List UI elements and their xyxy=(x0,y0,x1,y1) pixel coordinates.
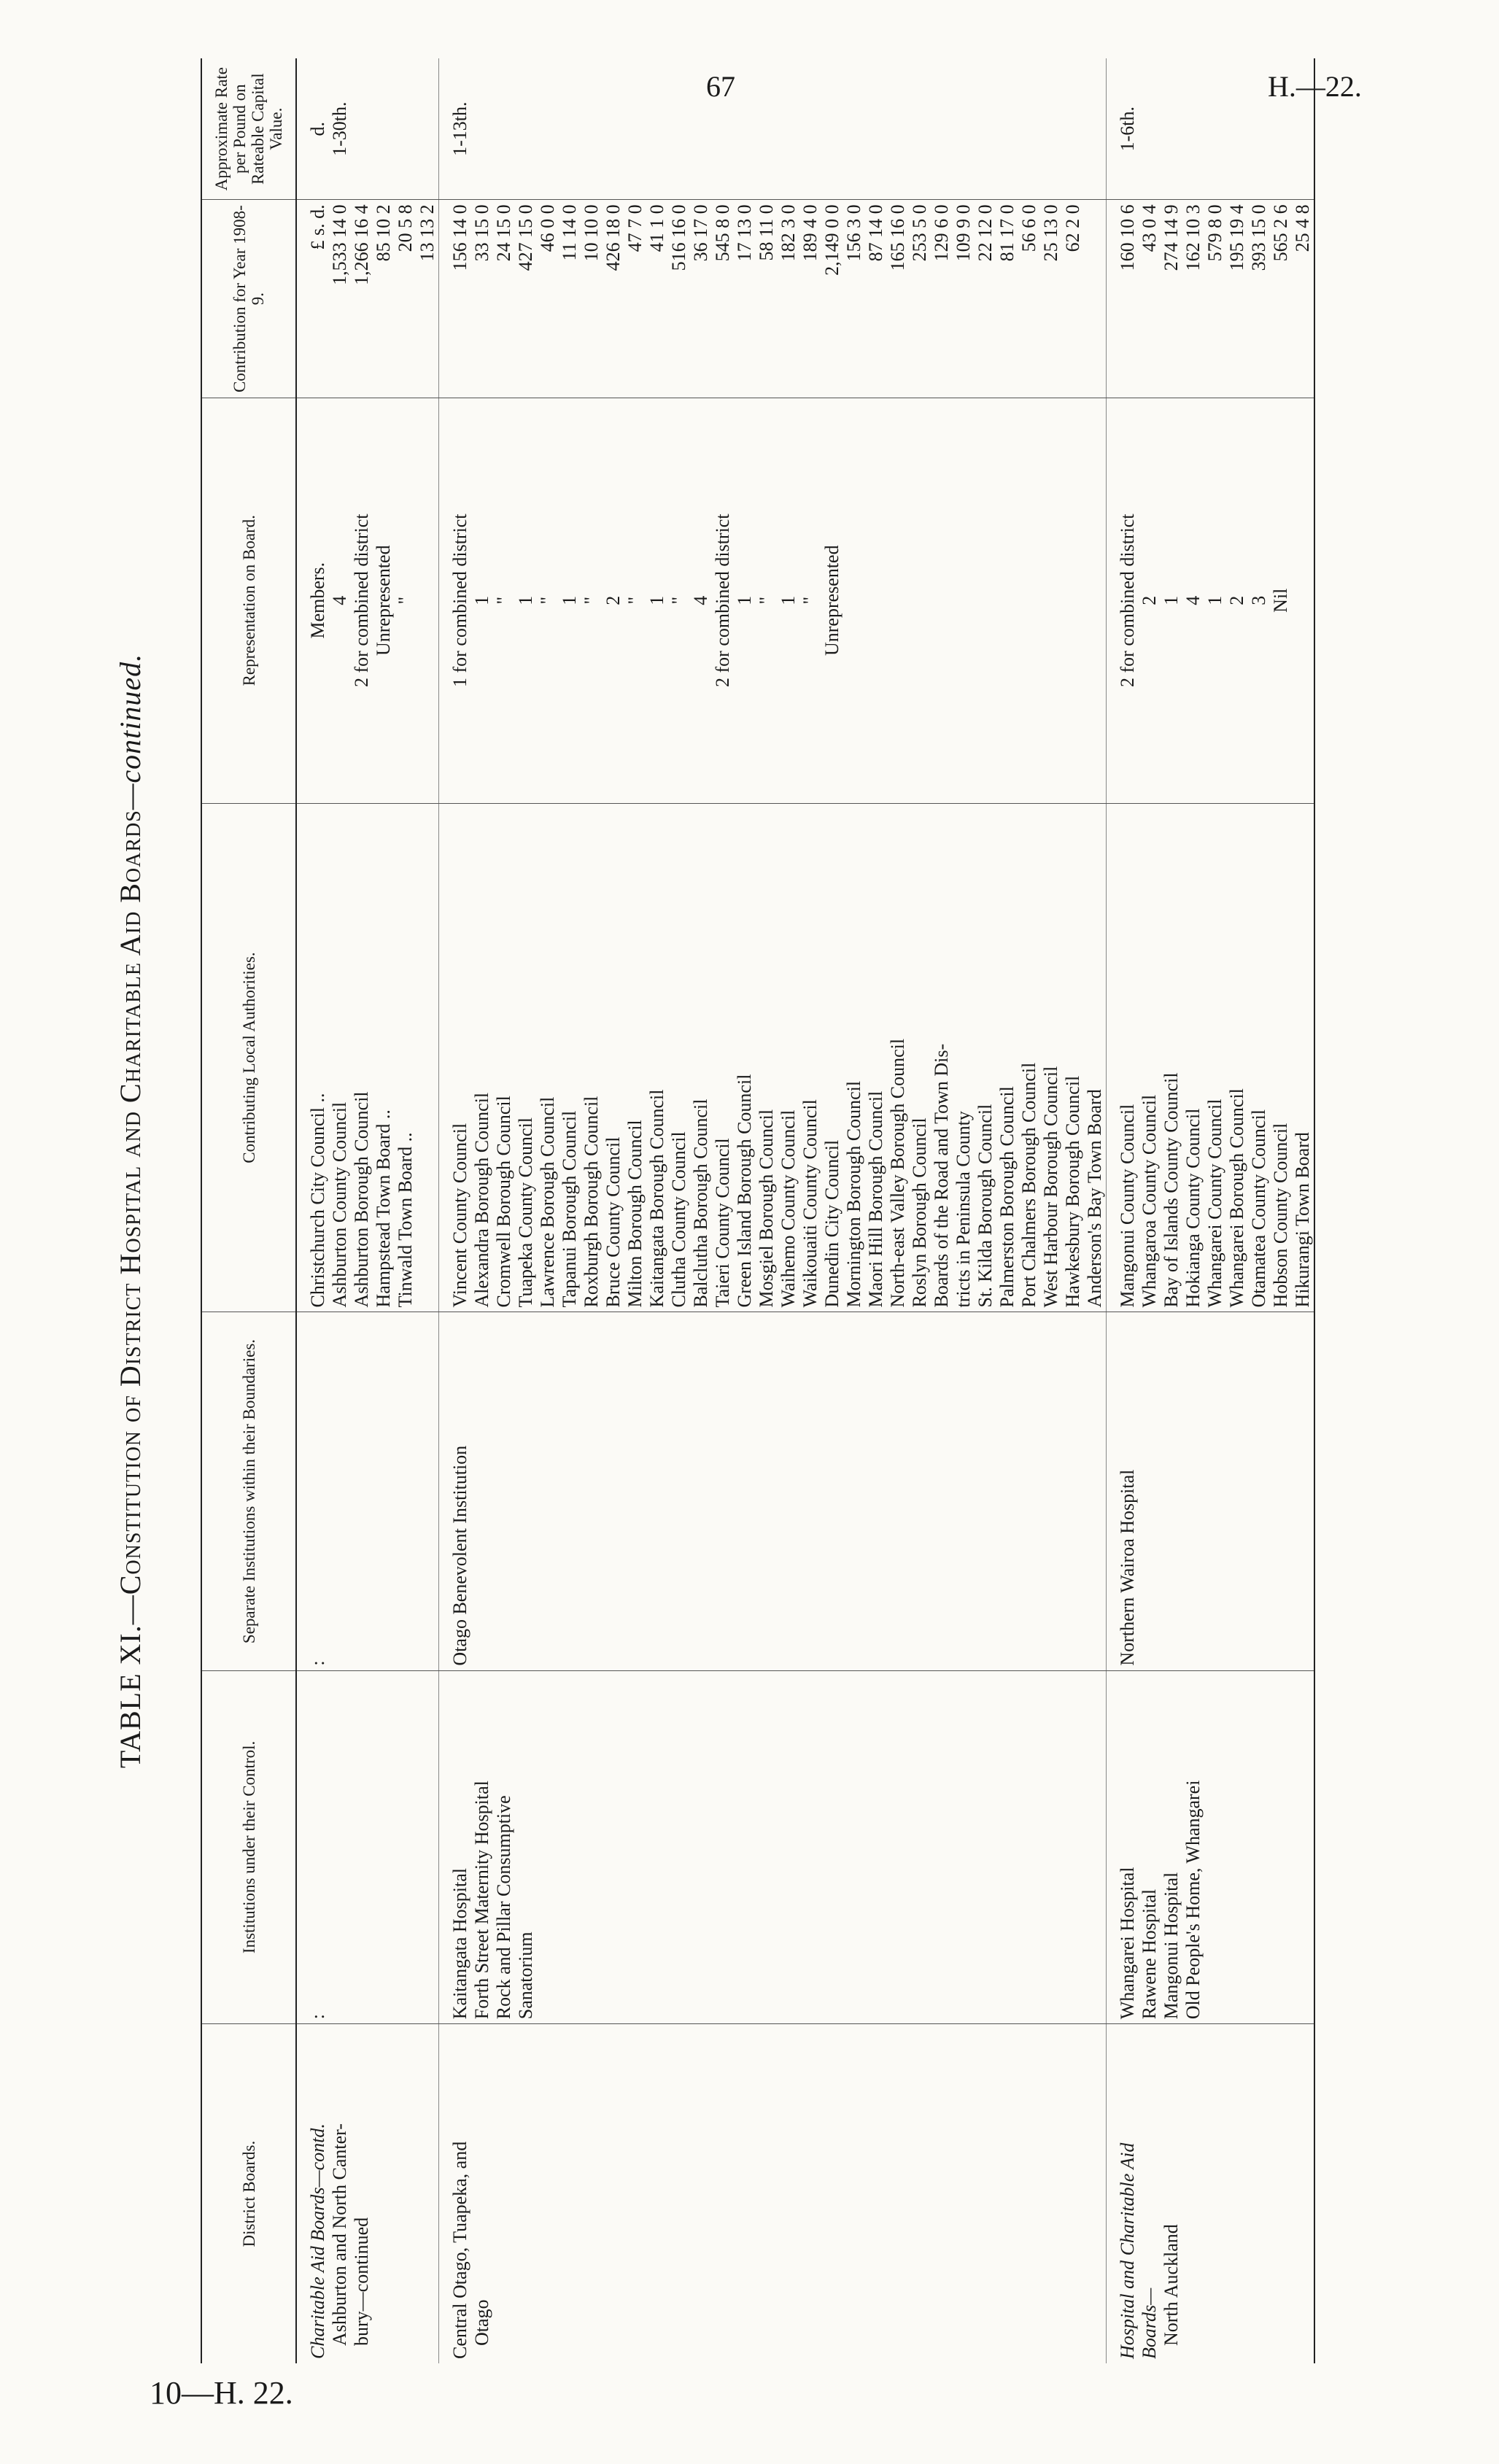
local-authority: Tapanui Borough Council xyxy=(559,1110,580,1308)
institution: Rock and Pillar Consumptive xyxy=(493,1795,514,2020)
local-authority: Mangonui County Council xyxy=(1117,1104,1138,1308)
board-group-row xyxy=(1107,58,1315,2363)
contribution: 427 15 0 xyxy=(515,204,536,271)
local-authority: Bay of Islands County Council xyxy=(1161,1072,1182,1308)
institution: Whangarei Hospital xyxy=(1117,1867,1138,2020)
contribution: 182 3 0 xyxy=(778,204,799,262)
representation-cell xyxy=(439,398,1107,803)
representation: 1 for combined district xyxy=(449,514,470,687)
local-authority: Roxburgh Borough Council xyxy=(581,1096,602,1308)
representation: 2 xyxy=(1139,595,1160,605)
representation: " xyxy=(493,596,514,605)
contribution: 36 17 0 xyxy=(690,204,711,262)
board-name: Central Otago, Tuapeka, and xyxy=(449,2141,470,2359)
local-authority: Boards of the Road and Town Dis- xyxy=(931,1043,952,1308)
contribution: 189 4 0 xyxy=(799,204,821,262)
rate-cell xyxy=(439,58,1107,200)
separate-institution: Northern Wairoa Hospital xyxy=(1117,1469,1138,1666)
institution-cell xyxy=(296,1670,439,2024)
contribution: 24 15 0 xyxy=(493,204,514,262)
institution: Rawene Hospital xyxy=(1139,1888,1160,2020)
local-authority: Tinwald Town Board .. xyxy=(395,1132,416,1308)
board-name: Hospital and Charitable Aid xyxy=(1117,2142,1138,2359)
contribution-cell xyxy=(296,200,439,398)
contribution: 1,533 14 0 xyxy=(329,204,350,285)
representation: 2 for combined district xyxy=(351,514,372,687)
local-authority: Whangaroa County Council xyxy=(1139,1094,1160,1308)
separate-institution: Otago Benevolent Institution xyxy=(449,1445,470,1666)
local-authority-cell xyxy=(296,803,439,1312)
contribution: 156 14 0 xyxy=(449,204,470,271)
local-authority: Ashburton Borough Council xyxy=(351,1091,372,1308)
contribution-currency-header: £ s. d. xyxy=(307,204,328,250)
representation: 4 xyxy=(690,595,711,605)
representation: Members. xyxy=(307,562,328,639)
institution: Old People's Home, Whangarei xyxy=(1182,1780,1204,2020)
local-authority: Otamatea County Council xyxy=(1248,1109,1269,1308)
title-prefix: TABLE XI.— xyxy=(114,1595,147,1769)
contribution: 426 18 0 xyxy=(603,204,624,271)
representation: 2 for combined district xyxy=(712,514,733,687)
local-authority: Anderson's Bay Town Board xyxy=(1084,1089,1105,1308)
title-suffix: —continued. xyxy=(114,653,147,810)
representation: " xyxy=(799,596,821,605)
institution-cell xyxy=(1107,1670,1315,2024)
local-authority: Roslyn Borough Council xyxy=(909,1117,930,1308)
board-name-cell xyxy=(439,2024,1107,2363)
local-authority: Whangarei County Council xyxy=(1204,1099,1225,1308)
representation: " xyxy=(668,596,689,605)
representation: 1 xyxy=(515,595,536,605)
institution: Mangonui Hospital xyxy=(1161,1872,1182,2020)
rate-cell xyxy=(296,58,439,200)
local-authority: Milton Borough Council xyxy=(624,1120,646,1308)
contribution: 58 11 0 xyxy=(756,204,777,261)
local-authority: Hampstead Town Board .. xyxy=(373,1109,394,1308)
local-authority: Mornington Borough Council xyxy=(843,1080,864,1308)
contribution: 22 12 0 xyxy=(975,204,996,262)
contribution: 43 0 4 xyxy=(1139,204,1160,252)
local-authority: Waihemo County Council xyxy=(778,1109,799,1308)
contribution: 156 3 0 xyxy=(843,204,864,262)
contribution: 62 2 0 xyxy=(1062,204,1083,252)
representation: 1 xyxy=(778,595,799,605)
contribution: 1,266 16 4 xyxy=(351,204,372,285)
local-authority: Green Island Borough Council xyxy=(734,1074,755,1308)
separate-institution-cell xyxy=(439,1312,1107,1670)
contribution: 160 10 6 xyxy=(1117,204,1138,271)
local-authority: West Harbour Borough Council xyxy=(1040,1066,1061,1308)
local-authority: Maori Hill Borough Council xyxy=(865,1090,886,1308)
representation: 2 xyxy=(603,595,624,605)
representation: Unrepresented xyxy=(373,545,394,656)
contribution: 46 0 0 xyxy=(537,204,558,252)
title-main: Constitution of District Hospital and Charitable Aid Boards xyxy=(114,810,147,1595)
local-authority: North-east Valley Borough Council xyxy=(887,1038,908,1308)
header-authorities: Contributing Local Authorities. xyxy=(201,803,296,1312)
rate: 1-13th. xyxy=(449,101,470,156)
contribution: 162 10 3 xyxy=(1182,204,1204,271)
footer-reference: 10—H. 22. xyxy=(150,2375,293,2411)
local-authority: Bruce County Council xyxy=(603,1136,624,1308)
separate-institution-cell xyxy=(296,1312,439,1670)
local-authority: Hawkesbury Borough Council xyxy=(1062,1075,1083,1308)
local-authority: Cromwell Borough Council xyxy=(493,1096,514,1308)
contribution: 516 16 0 xyxy=(668,204,689,271)
contribution: 20 5 8 xyxy=(395,204,416,252)
representation: " xyxy=(624,596,646,605)
contribution: 129 6 0 xyxy=(931,204,952,262)
board-group-row xyxy=(439,58,1107,2363)
contribution: 56 6 0 xyxy=(1018,204,1039,252)
local-authority: tricts in Peninsula County xyxy=(953,1111,974,1308)
board-name: Otago xyxy=(471,2299,492,2346)
contribution: 393 15 0 xyxy=(1248,204,1269,271)
local-authority: Kaitangata Borough Council xyxy=(646,1089,667,1308)
board-name-cell xyxy=(296,2024,439,2363)
representation: 1 xyxy=(646,595,667,605)
contribution: 109 9 0 xyxy=(953,204,974,262)
contribution: 545 8 0 xyxy=(712,204,733,262)
local-authority: Waikouaiti County Council xyxy=(799,1099,821,1308)
contribution: 81 17 0 xyxy=(996,204,1018,262)
rate: d. xyxy=(307,121,328,136)
representation-cell xyxy=(296,398,439,803)
board-name: Charitable Aid Boards—contd. xyxy=(307,2123,328,2359)
contribution: 253 5 0 xyxy=(909,204,930,262)
representation: 2 xyxy=(1226,595,1247,605)
local-authority-cell xyxy=(1107,803,1315,1312)
separate-institution-cell xyxy=(1107,1312,1315,1670)
header-separate: Separate Institutions within their Boundaries. xyxy=(201,1312,296,1670)
local-authority-cell xyxy=(439,803,1107,1312)
local-authority: Ashburton County Council xyxy=(329,1101,350,1308)
representation: 4 xyxy=(1182,595,1204,605)
representation: 1 xyxy=(559,595,580,605)
contribution: 25 13 0 xyxy=(1040,204,1061,262)
header-rate: Approximate Rate per Pound on Rateable Capital Value. xyxy=(201,58,296,200)
contribution: 41 1 0 xyxy=(646,204,667,252)
local-authority: Christchurch City Council .. xyxy=(307,1093,328,1308)
contribution: 274 14 9 xyxy=(1161,204,1182,271)
contribution: 87 14 0 xyxy=(865,204,886,262)
representation: 4 xyxy=(329,595,350,605)
local-authority: Mosgiel Borough Council xyxy=(756,1109,777,1308)
header-contribution: Contribution for Year 1908-9. xyxy=(201,200,296,398)
local-authority: Whangarei Borough Council xyxy=(1226,1088,1247,1308)
header-representation: Representation on Board. xyxy=(201,398,296,803)
separate-institution: : xyxy=(307,1660,328,1666)
local-authority: Hikurangi Town Board xyxy=(1292,1132,1313,1308)
contribution: 47 7 0 xyxy=(624,204,646,252)
representation: 1 xyxy=(471,595,492,605)
board-name: bury—continued xyxy=(351,2217,372,2346)
institution: Kaitangata Hospital xyxy=(449,1868,470,2020)
representation: 1 xyxy=(734,595,755,605)
board-name: Ashburton and North Canter- xyxy=(329,2123,350,2346)
contribution-cell xyxy=(439,200,1107,398)
representation: " xyxy=(537,596,558,605)
contribution: 195 19 4 xyxy=(1226,204,1247,271)
local-authority: Hobson County Council xyxy=(1270,1123,1291,1308)
local-authority: Dunedin City Council xyxy=(821,1139,843,1308)
rate: 1-30th. xyxy=(329,101,350,156)
board-group-row xyxy=(296,58,439,2363)
contribution-cell xyxy=(1107,200,1315,398)
header-institutions: Institutions under their Control. xyxy=(201,1670,296,2024)
header-boards: District Boards. xyxy=(201,2024,296,2363)
institution: : xyxy=(307,2014,328,2020)
contribution: 10 10 0 xyxy=(581,204,602,262)
contribution: 17 13 0 xyxy=(734,204,755,262)
board-name: Boards— xyxy=(1139,2287,1160,2359)
institution-cell xyxy=(439,1670,1107,2024)
representation: " xyxy=(756,596,777,605)
local-authority: Hokianga County Council xyxy=(1182,1108,1204,1308)
local-authority: Palmerston Borough Council xyxy=(996,1086,1018,1308)
representation-cell xyxy=(1107,398,1315,803)
contribution: 165 16 0 xyxy=(887,204,908,271)
board-name-cell xyxy=(1107,2024,1315,2363)
local-authority: St. Kilda Borough Council xyxy=(975,1104,996,1308)
board-name: North Auckland xyxy=(1161,2224,1182,2346)
representation: " xyxy=(581,596,602,605)
representation: Nil xyxy=(1270,588,1291,613)
rate-cell xyxy=(1107,58,1315,200)
local-authority: Balclutha Borough Council xyxy=(690,1099,711,1308)
local-authority: Alexandra Borough Council xyxy=(471,1092,492,1308)
contribution: 25 4 8 xyxy=(1292,204,1313,252)
page-reference: H.—22. xyxy=(1268,70,1362,103)
representation: Unrepresented xyxy=(821,545,843,656)
page-number: 67 xyxy=(706,70,735,103)
contribution: 2,149 0 0 xyxy=(821,204,843,276)
local-authority: Tuapeka County Council xyxy=(515,1117,536,1308)
representation: 1 xyxy=(1204,595,1225,605)
contribution: 565 2 6 xyxy=(1270,204,1291,262)
representation: 2 for combined district xyxy=(1117,514,1138,687)
local-authority: Lawrence Borough Council xyxy=(537,1096,558,1308)
local-authority: Clutha County Council xyxy=(668,1131,689,1308)
local-authority: Taieri County Council xyxy=(712,1138,733,1308)
contribution: 11 14 0 xyxy=(559,204,580,261)
contribution: 33 15 0 xyxy=(471,204,492,262)
contribution: 85 10 2 xyxy=(373,204,394,262)
representation: " xyxy=(395,596,416,605)
rotated-table-page xyxy=(113,58,1499,2363)
contribution: 579 8 0 xyxy=(1204,204,1225,262)
representation: 1 xyxy=(1161,595,1182,605)
institution: Forth Street Maternity Hospital xyxy=(471,1781,492,2020)
rate: 1-6th. xyxy=(1117,106,1138,152)
constitution-table xyxy=(201,58,1315,2363)
contribution: 13 13 2 xyxy=(417,204,438,262)
local-authority: Port Chalmers Borough Council xyxy=(1018,1062,1039,1308)
representation: 3 xyxy=(1248,595,1269,605)
table-title xyxy=(113,58,147,2363)
local-authority: Vincent County Council xyxy=(449,1123,470,1308)
institution: Sanatorium xyxy=(515,1932,536,2020)
